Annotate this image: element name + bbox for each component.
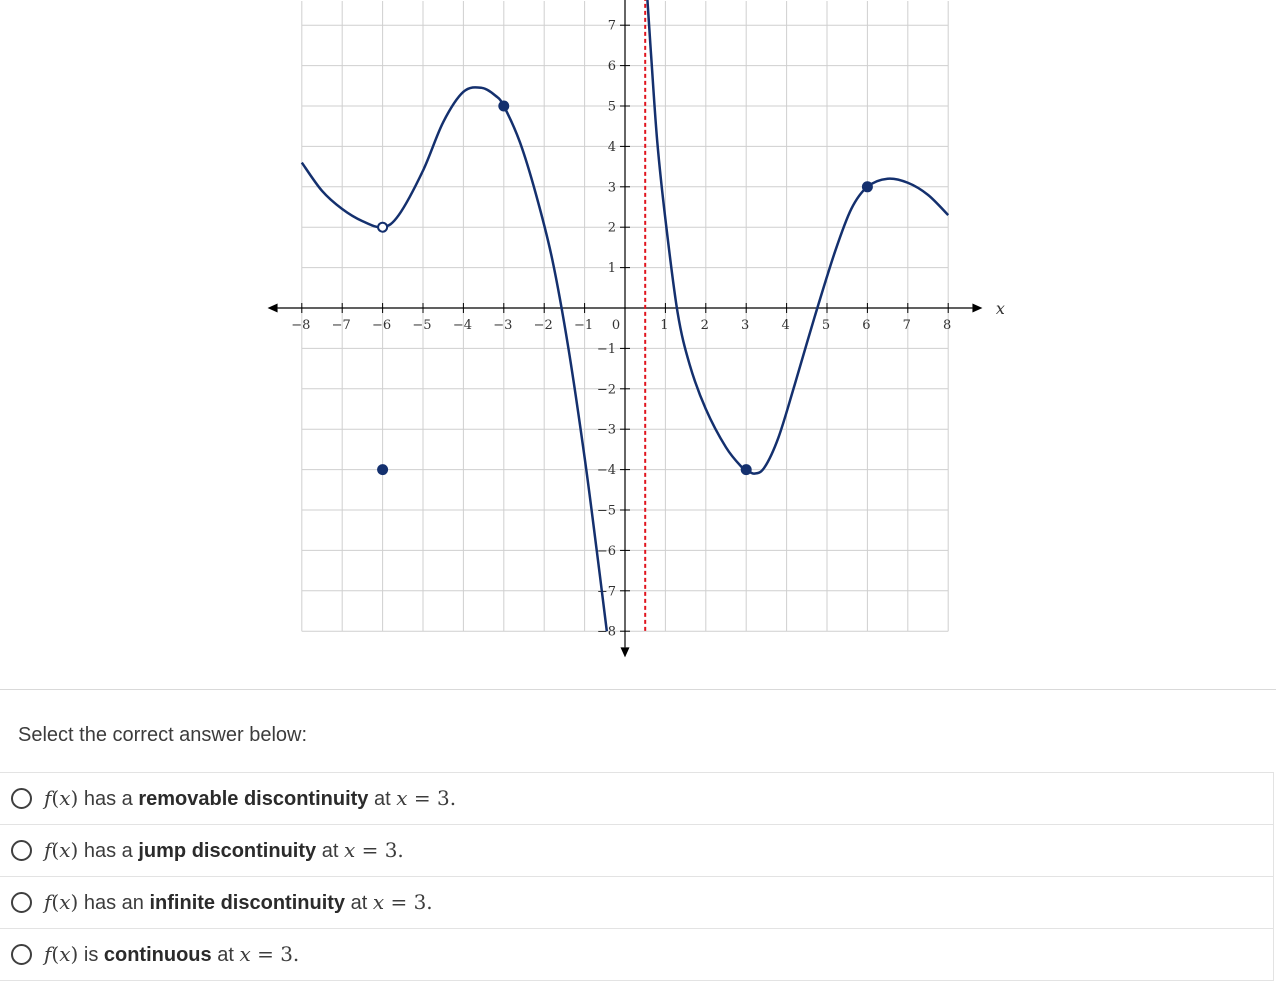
y-tick-label: 7 [607,18,616,34]
x-tick-label: −2 [533,318,553,333]
option-label: f(x) has a removable discontinuity at x = 3. [44,786,457,810]
filled-point [498,101,509,112]
x-tick-label: −6 [372,318,392,333]
x-tick-label: 4 [781,318,790,333]
y-tick-label: −2 [596,382,616,398]
radio-button[interactable] [11,788,32,809]
answer-options [0,772,1274,981]
x-tick-label: −8 [291,318,311,333]
y-tick-label: 6 [607,59,616,75]
y-axis-arrow-down [621,647,630,657]
y-tick-label: 5 [607,99,616,115]
y-tick-label: −8 [596,624,616,640]
filled-point [377,464,388,475]
option-continuous[interactable] [0,929,1274,981]
x-tick-label: −1 [574,318,594,333]
option-removable[interactable] [0,773,1274,825]
open-point [378,223,387,232]
x-axis-arrow-right [972,304,982,313]
x-axis-arrow-left [268,304,278,313]
x-tick-label: 8 [943,318,952,333]
radio-button[interactable] [11,944,32,965]
y-tick-label: −5 [596,503,616,519]
y-tick-label: 4 [607,139,616,155]
question-prompt: Select the correct answer below: [18,724,308,746]
x-tick-label: −5 [412,318,432,333]
y-tick-label: −6 [596,543,616,559]
x-tick-label: 1 [660,318,669,333]
option-jump[interactable] [0,825,1274,877]
y-tick-label: −4 [596,463,616,479]
option-label: f(x) has a jump discontinuity at x = 3. [44,838,404,862]
radio-button[interactable] [11,840,32,861]
option-infinite[interactable] [0,877,1274,929]
separator [0,689,1276,690]
x-tick-label: −3 [493,318,513,333]
option-label: f(x) is continuous at x = 3. [44,942,300,966]
y-tick-label: 1 [607,261,616,277]
y-tick-label: −7 [596,584,616,600]
x-tick-label: 7 [902,318,911,333]
x-tick-label: 0 [611,318,621,333]
option-label: f(x) has an infinite discontinuity at x = 3. [44,890,433,914]
filled-point [862,181,873,192]
x-tick-label: 3 [741,318,750,333]
y-tick-label: −3 [596,422,616,438]
filled-point [741,464,752,475]
radio-button[interactable] [11,892,32,913]
function-curve-right [647,0,948,474]
x-tick-label: 2 [700,318,709,333]
y-tick-label: 3 [607,180,616,196]
y-tick-label: 2 [607,220,616,236]
x-axis-label: x [995,299,1005,318]
x-tick-label: −7 [331,318,351,333]
x-tick-label: −4 [452,318,472,333]
function-curve-left [302,87,607,631]
x-tick-label: 6 [862,318,871,333]
x-tick-label: 5 [821,318,831,333]
y-tick-label: −1 [596,341,616,357]
